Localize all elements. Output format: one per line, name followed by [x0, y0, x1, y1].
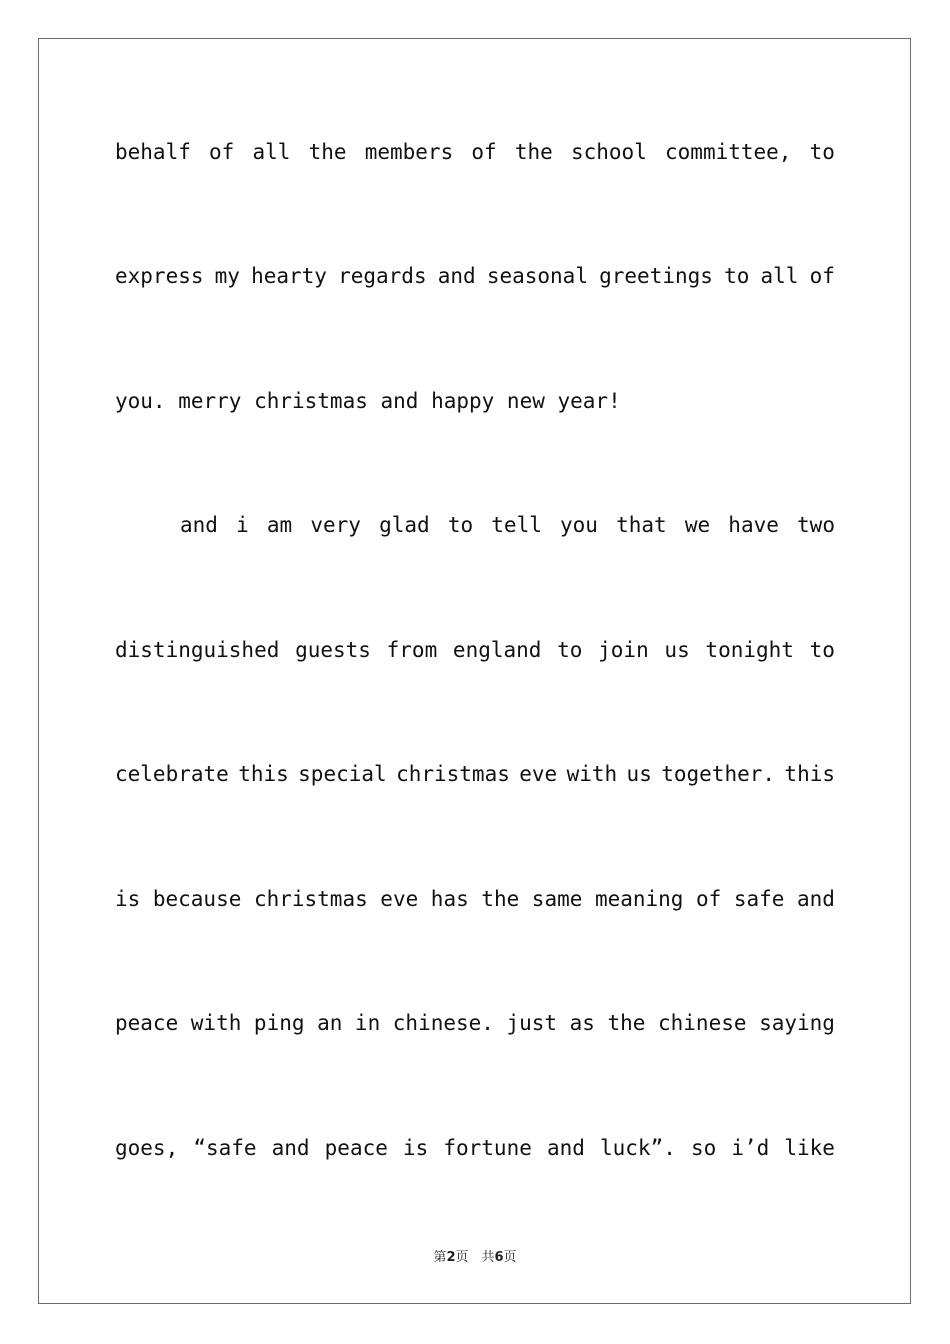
word: very — [310, 513, 361, 537]
word: peace — [115, 1011, 179, 1035]
word: have — [728, 513, 779, 537]
word: from — [386, 638, 438, 662]
word: members — [364, 140, 454, 164]
word: england — [452, 638, 542, 662]
word: school — [570, 140, 647, 164]
page-total-number: 6 — [494, 1250, 504, 1265]
word: all — [760, 264, 799, 288]
word: to — [809, 638, 835, 662]
word: of — [809, 264, 835, 288]
word: to — [809, 140, 835, 164]
word: christmas — [253, 887, 368, 911]
word: safe — [733, 887, 785, 911]
word: ping — [253, 1011, 305, 1035]
word: the — [481, 887, 520, 911]
word: chinese. — [392, 1011, 494, 1035]
word: hearty — [251, 264, 327, 288]
page-current-number: 2 — [446, 1250, 456, 1265]
text-line — [115, 636, 835, 664]
word: to — [447, 513, 474, 537]
word: express — [115, 264, 204, 288]
word: saying — [759, 1011, 835, 1035]
text-line — [115, 1009, 835, 1037]
word: greetings — [599, 264, 713, 288]
word: two — [797, 513, 835, 537]
word: so — [690, 1136, 717, 1160]
page-border — [38, 38, 911, 1304]
text-line — [115, 1134, 835, 1162]
word: all — [252, 140, 291, 164]
word: luck”. — [600, 1136, 676, 1160]
word: this — [784, 762, 835, 786]
page-suffix: 页 — [503, 1250, 517, 1265]
word: with — [190, 1011, 242, 1035]
word: i’d — [731, 1136, 770, 1160]
word: has — [430, 887, 469, 911]
word: christmas — [396, 762, 510, 786]
word: eve — [380, 887, 419, 911]
word: and — [180, 513, 218, 537]
word: because — [152, 887, 242, 911]
word: committee, — [665, 140, 792, 164]
word: and — [797, 887, 835, 911]
word: the — [514, 140, 553, 164]
text-line — [115, 760, 835, 788]
word: and — [546, 1136, 585, 1160]
word: celebrate — [115, 762, 229, 786]
word: to — [724, 264, 750, 288]
word: we — [684, 513, 711, 537]
word: this — [238, 762, 289, 786]
word: distinguished — [115, 638, 280, 662]
word: goes, — [115, 1136, 179, 1160]
word: behalf — [115, 140, 191, 164]
word: am — [266, 513, 293, 537]
word: chinese — [658, 1011, 747, 1035]
text-line — [115, 138, 835, 166]
word: peace — [324, 1136, 388, 1160]
word: seasonal — [486, 264, 588, 288]
word: that — [616, 513, 667, 537]
page-footer — [0, 1246, 950, 1265]
word: join — [598, 638, 649, 662]
word: just — [506, 1011, 558, 1035]
word: of — [209, 140, 235, 164]
word: and — [437, 264, 476, 288]
word: my — [214, 264, 240, 288]
word: with — [566, 762, 618, 786]
word: to — [557, 638, 583, 662]
word: the — [607, 1011, 646, 1035]
word: is — [115, 887, 141, 911]
word: in — [354, 1011, 381, 1035]
word: guests — [295, 638, 371, 662]
word: and — [271, 1136, 310, 1160]
word: special — [298, 762, 387, 786]
word: like — [784, 1136, 835, 1160]
text-line — [115, 885, 835, 913]
text-line — [180, 511, 835, 539]
word: you — [560, 513, 598, 537]
word: “safe — [193, 1136, 257, 1160]
word: as — [569, 1011, 595, 1035]
text-line: you. merry christmas and happy new year! — [115, 389, 621, 413]
word: tell — [491, 513, 542, 537]
word: the — [308, 140, 347, 164]
word: fortune — [443, 1136, 532, 1160]
word: of — [471, 140, 497, 164]
word: eve — [519, 762, 558, 786]
word: meaning — [594, 887, 684, 911]
word: of — [696, 887, 722, 911]
word: an — [317, 1011, 343, 1035]
word: is — [402, 1136, 429, 1160]
word: tonight — [705, 638, 794, 662]
page-prefix: 第 — [433, 1250, 447, 1265]
word: same — [531, 887, 583, 911]
word: glad — [379, 513, 430, 537]
word: us — [626, 762, 652, 786]
word: i — [236, 513, 249, 537]
word: us — [664, 638, 690, 662]
page-separator: 页 共 — [455, 1250, 495, 1265]
word: regards — [338, 264, 427, 288]
word: together. — [661, 762, 776, 786]
text-line — [115, 262, 835, 290]
